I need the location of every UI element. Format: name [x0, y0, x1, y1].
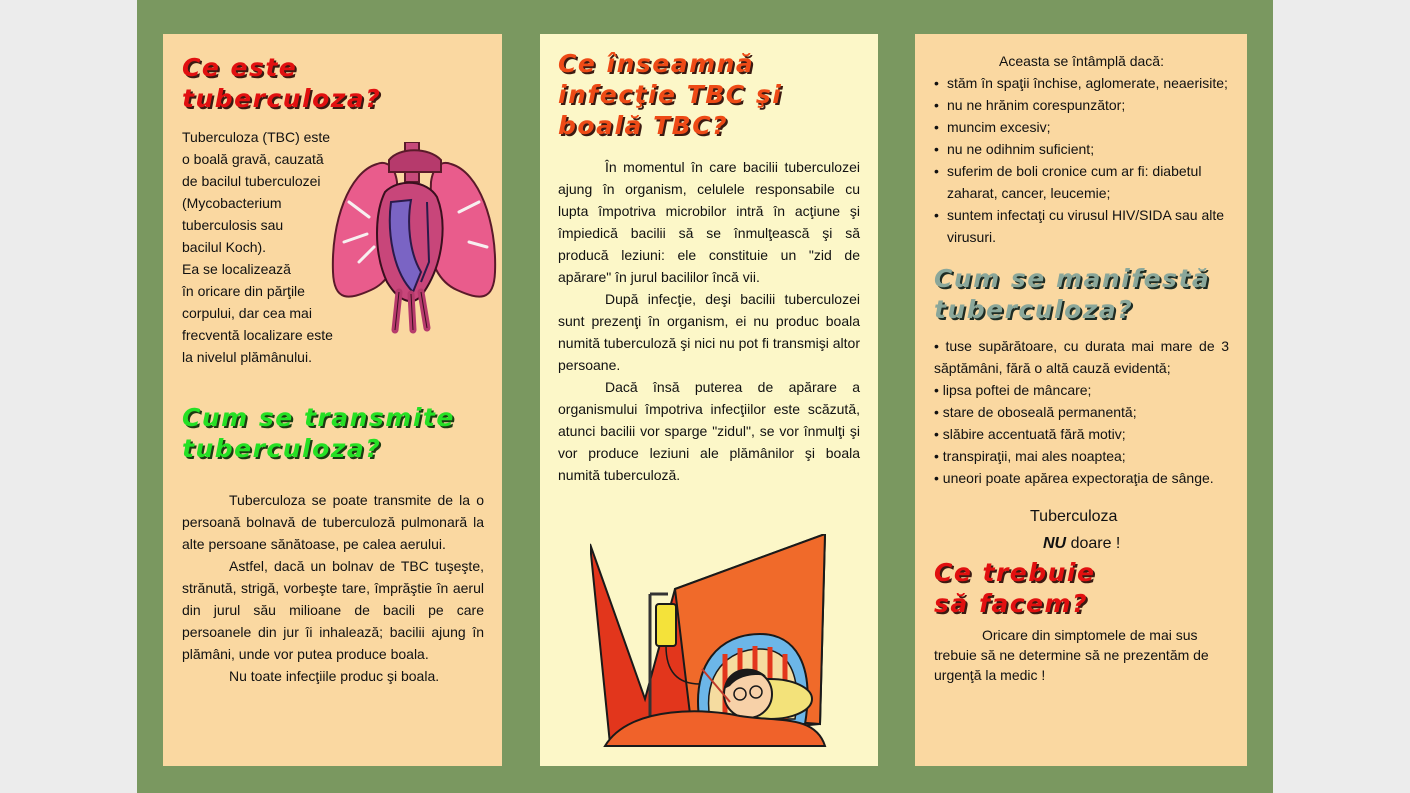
text-line: o boală gravă, cauzată [182, 151, 324, 167]
heading-what-is-tb [182, 52, 484, 114]
infection-paragraph: Dacă însă puterea de apărare a organismului împotriva infecţiilor este scăzută, atunci bacilii vor sparge "zidul", se vor înmulţi şi vor produce leziuni ale plămânilor şi boala numită tuberculoză. [558, 379, 860, 483]
note-line [934, 530, 1229, 557]
intro-text-tail [182, 324, 484, 368]
list-item: • stăm în spaţii închise, aglomerate, neaerisite; [934, 72, 1229, 94]
heading-line: tuberculoza? [934, 295, 1134, 324]
panel-infection-vs-disease [540, 34, 878, 766]
symptom-text: tuse supărătoare, cu durata mai mare de 3 săptămâni, fără o altă cauză evidentă; [934, 338, 1229, 376]
list-item: • suferim de boli cronice cum ar fi: diabetul zaharat, cancer, leucemie; [934, 160, 1229, 204]
conditions-list [934, 72, 1229, 248]
text-line: în oricare din părţile [182, 283, 305, 299]
heading-line: Cum se transmite [182, 403, 455, 432]
heading-line: Ce este [182, 53, 298, 82]
list-item: • nu ne odihnim suficient; [934, 138, 1229, 160]
text-line: tuberculosis sau [182, 217, 284, 233]
panel-what-is-tb [163, 34, 502, 766]
text-line: frecventă localizare este [182, 327, 333, 343]
text-line: corpului, dar cea mai [182, 305, 312, 321]
list-item: • stare de oboseală permanentă; [934, 404, 1137, 420]
heading-line: tuberculoza? [182, 84, 382, 113]
infection-paragraph: În momentul în care bacilii tuberculozei ajung în organism, celulele responsabile cu lupta împotriva microbilor intră în acţiune şi împiedică bacilii să se înmulţească şi să producă leziuni: ele constituie un "zid de apărare" în jurul bacililor încă vii. [558, 159, 860, 285]
symptom-text: stare de oboseală permanentă; [942, 404, 1137, 420]
sick-person-in-bed-icon [590, 534, 830, 749]
list-item: • transpiraţii, mai ales noaptea; [934, 448, 1126, 464]
text-line: Tuberculoza (TBC) este [182, 129, 331, 145]
transmission-paragraph: Nu toate infecţiile produc şi boala. [229, 668, 440, 684]
heading-line: să facem? [934, 589, 1089, 618]
text-line: de bacilul tuberculozei [182, 173, 321, 189]
heading-line: Ce trebuie [934, 558, 1096, 587]
list-item: • tuse supărătoare, cu durata mai mare de 3 săptămâni, fără o altă cauză evidentă; [934, 338, 1229, 376]
text-line: la nivelul plămânului. [182, 349, 312, 365]
heading-line: tuberculoza? [182, 434, 382, 463]
closing-paragraph: Oricare din simptomele de mai sus trebuie să ne determine să ne prezentăm de urgenţă la medic ! [934, 627, 1209, 683]
heading-line: Ce înseamnă [558, 49, 755, 78]
text-line: bacilul Koch). [182, 239, 267, 255]
symptom-text: transpiraţii, mai ales noaptea; [942, 448, 1126, 464]
tb-does-not-hurt-note [934, 503, 1229, 557]
note-emphasis: NU [1043, 535, 1067, 552]
note-line: Tuberculoza [1030, 508, 1118, 525]
panel-symptoms [915, 34, 1247, 766]
list-item: • muncim excesiv; [934, 116, 1229, 138]
heading-how-tb-transmits [182, 402, 484, 464]
heading-line: boală TBC? [558, 111, 729, 140]
heading-line: Cum se manifestă [934, 264, 1211, 293]
symptom-text: uneori poate apărea expectoraţia de sânge. [942, 470, 1214, 486]
infection-paragraph: După infecţie, deşi bacilii tuberculozei sunt prezenţi în organism, ei nu produc boala numită tuberculoză şi nici nu pot fi transmişi altor persoane. [558, 291, 860, 373]
heading-what-to-do [934, 557, 1229, 619]
list-item: • slăbire accentuată fără motiv; [934, 426, 1126, 442]
transmission-paragraph: Astfel, dacă un bolnav de TBC tuşeşte, strănută, strigă, vorbeşte tare, împrăştie în aerul din jurul său milioane de bacili pe care persoanele din jur îi inhalează; bacilii ajung în plămâni, unde vor putea produce boala. [182, 558, 484, 662]
note-text: doare ! [1070, 535, 1121, 552]
list-item: • lipsa poftei de mâncare; [934, 382, 1092, 398]
intro-text [182, 126, 362, 324]
text-line: Ea se localizează [182, 261, 291, 277]
heading-how-tb-manifests [934, 263, 1229, 325]
symptom-text: slăbire accentuată fără motiv; [942, 426, 1126, 442]
symptom-text: lipsa poftei de mâncare; [942, 382, 1092, 398]
list-item: • uneori poate apărea expectoraţia de sânge. [934, 470, 1214, 486]
transmission-paragraph: Tuberculoza se poate transmite de la o persoană bolnavă de tuberculoză pulmonară la alte persoane sănătoase, pe calea aerului. [182, 492, 484, 552]
heading-infection-vs-disease [558, 48, 860, 141]
list-item: • suntem infectaţi cu virusul HIV/SIDA sau alte virusuri. [934, 204, 1229, 248]
heading-line: infecţie TBC şi [558, 80, 783, 109]
list-item: • nu ne hrănim corespunzător; [934, 94, 1229, 116]
symptoms-list [934, 335, 1229, 489]
text-line: (Mycobacterium [182, 195, 282, 211]
conditions-intro: Aceasta se întâmplă dacă: [999, 53, 1164, 69]
